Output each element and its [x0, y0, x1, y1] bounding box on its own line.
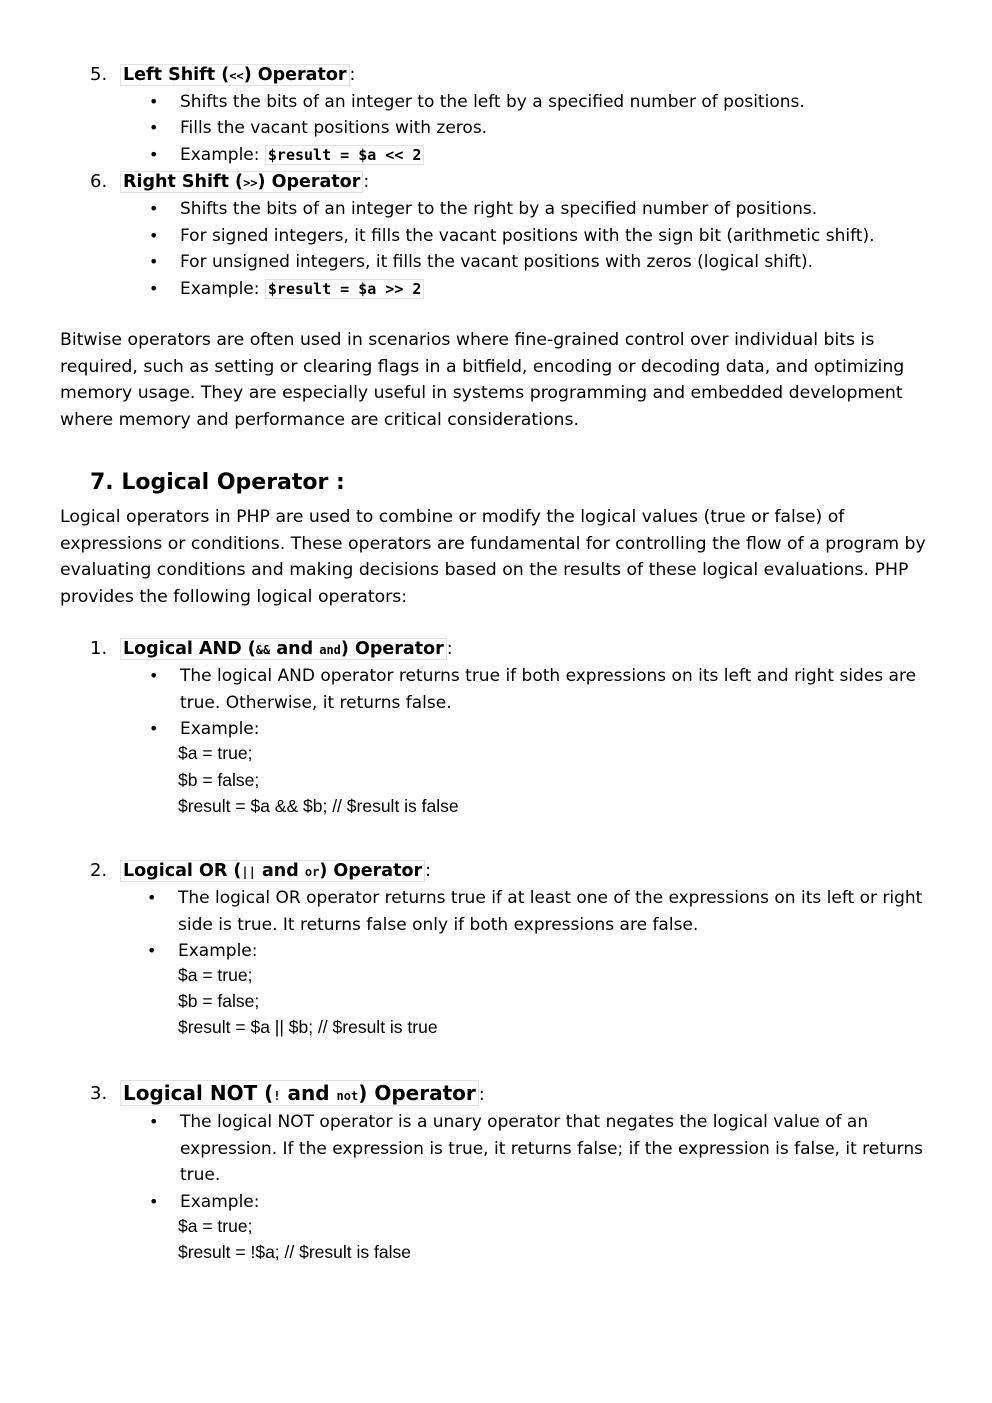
logical-operator-heading: 7. Logical Operator : — [90, 470, 345, 495]
logical-intro-paragraph: Logical operators in PHP are used to combine or modify the logical values (true or false) of expressions or conditions. These operators are fundamental for controlling the flow of a program by evaluating conditions and making decisions based on the results of these logical evaluations. PHP provides the following logical operators: — [60, 507, 926, 607]
list-number: 5. — [90, 64, 108, 85]
list-item: • Fills the vacant positions with zeros. — [149, 118, 488, 138]
list-item: • Example: $result = $a << 2 — [180, 142, 424, 169]
code-line: $result = !$a; // $result is false — [178, 1242, 411, 1262]
logical-or-heading: Logical OR (|| and or) Operator : — [120, 858, 431, 885]
list-item: • Example: $result = $a >> 2 — [180, 276, 424, 303]
left-shift-heading: Left Shift (<<) Operator : — [120, 62, 355, 89]
code-line: $a = true; — [178, 965, 253, 985]
list-number: 6. — [90, 171, 108, 192]
list-item: • Shifts the bits of an integer to the right by a specified number of positions. — [149, 199, 818, 219]
list-item: • For signed integers, it fills the vacant positions with the sign bit (arithmetic shift). — [149, 226, 875, 246]
list-item: • The logical NOT operator is a unary operator that negates the logical value of an expression. If the expression is true, it returns false; if the expression is false, it returns true. — [149, 1112, 923, 1185]
code-snippet: $result = $a >> 2 — [265, 279, 425, 299]
code-line: $a = true; — [178, 743, 253, 763]
logical-and-heading: Logical AND (&& and and) Operator : — [120, 636, 453, 663]
list-item: • Example: — [149, 719, 260, 739]
code-line: $b = false; — [178, 991, 260, 1011]
list-number: 3. — [90, 1083, 108, 1104]
code-line: $result = $a || $b; // $result is true — [178, 1017, 438, 1037]
right-shift-heading: Right Shift (>>) Operator : — [120, 169, 369, 196]
logical-not-heading: Logical NOT (! and not) Operator : — [120, 1079, 485, 1110]
list-item: • For unsigned integers, it fills the vacant positions with zeros (logical shift). — [149, 252, 814, 272]
list-item: • Shifts the bits of an integer to the left by a specified number of positions. — [149, 92, 805, 112]
bitwise-paragraph: Bitwise operators are often used in scenarios where fine-grained control over individual bits is required, such as setting or clearing flags in a bitfield, encoding or decoding data, and optimizing memory usage. They are especially useful in systems programming and embedded development where memory and performance are critical considerations. — [60, 330, 905, 430]
code-snippet: $result = $a << 2 — [265, 145, 425, 165]
code-line: $b = false; — [178, 770, 260, 790]
list-item: • Example: — [149, 1192, 260, 1212]
list-number: 2. — [90, 860, 108, 881]
list-item: • The logical AND operator returns true if both expressions on its left and right sides are true. Otherwise, it returns false. — [149, 666, 917, 713]
list-number: 1. — [90, 638, 108, 659]
code-line: $result = $a && $b; // $result is false — [178, 796, 459, 816]
list-item: • Example: — [147, 941, 258, 961]
list-item: • The logical OR operator returns true if at least one of the expressions on its left or right side is true. It returns false only if both expressions are false. — [147, 888, 923, 935]
code-line: $a = true; — [178, 1216, 253, 1236]
